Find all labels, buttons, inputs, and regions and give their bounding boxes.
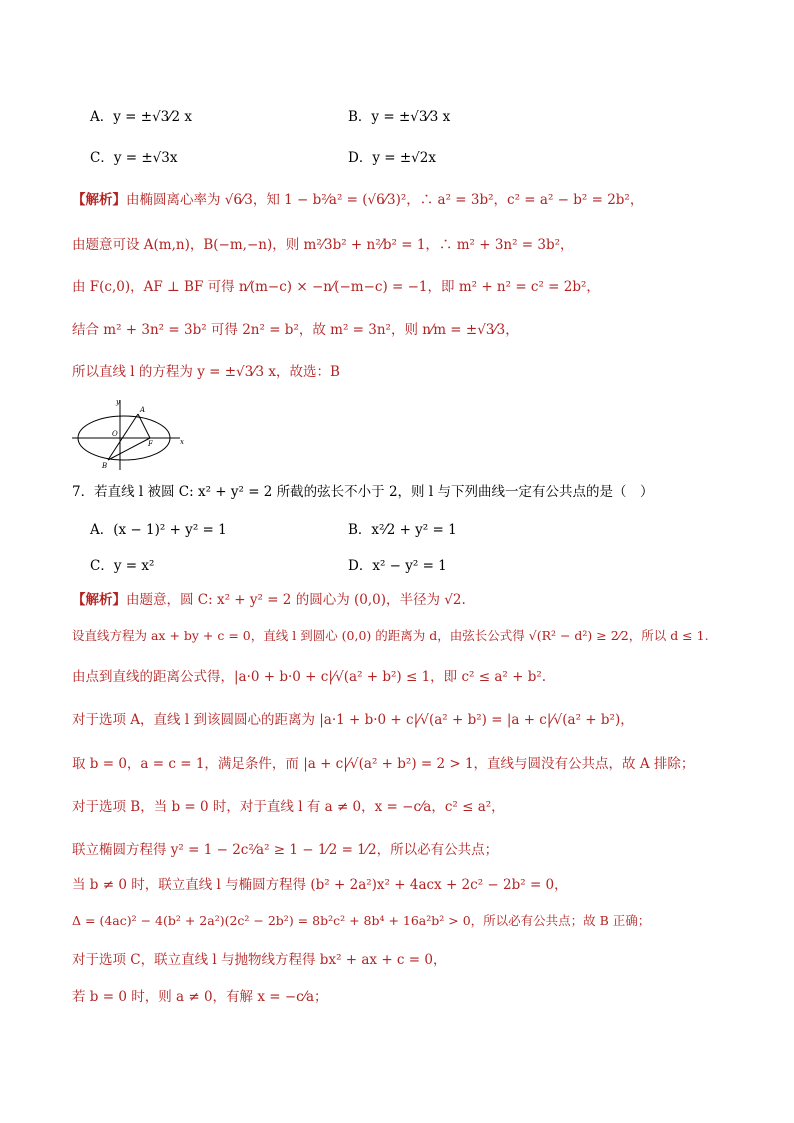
solution-line: 所以直线 l 的方程为 y = ±√3⁄3 x，故选：B bbox=[72, 364, 340, 380]
solution-line: 当 b ≠ 0 时，联立直线 l 与椭圆方程得 (b² + 2a²)x² + 4acx + 2c² − 2b² = 0， bbox=[72, 877, 568, 893]
solution-line: 由 F(c,0)，AF ⊥ BF 可得 n⁄(m−c) × −n⁄(−m−c) = −1，即 m² + n² = c² = 2b²， bbox=[72, 279, 600, 295]
solution-line: 对于选项 A，直线 l 到该圆圆心的距离为 |a·1 + b·0 + c|⁄√(a² + b²) = |a + c|⁄√(a² + b²)， bbox=[72, 712, 634, 728]
solution-line: 若 b = 0 时，则 a ≠ 0，有解 x = −c⁄a； bbox=[72, 989, 328, 1005]
option-a: A．(x − 1)² + y² = 1 bbox=[90, 522, 227, 538]
solution-line: 对于选项 B，当 b = 0 时，对于直线 l 有 a ≠ 0，x = −c⁄a，c² ≤ a²， bbox=[72, 799, 505, 815]
label-x: x bbox=[180, 438, 184, 446]
segment-bf bbox=[108, 438, 150, 460]
option-a: A．y = ±√3⁄2 x bbox=[90, 109, 193, 125]
solution-line: 【解析】由题意，圆 C: x² + y² = 2 的圆心为 (0,0)，半径为 √2. bbox=[72, 592, 466, 608]
ellipse-figure bbox=[68, 398, 188, 473]
solution-line: 结合 m² + 3n² = 3b² 可得 2n² = b²，故 m² = 3n²，则 n⁄m = ±√3⁄3， bbox=[72, 322, 519, 338]
solution-line: 【解析】由椭圆离心率为 √6⁄3，知 1 − b²⁄a² = (√6⁄3)²，∴ a² = 3b²，c² = a² − b² = 2b²， bbox=[72, 192, 644, 208]
label-o: O bbox=[112, 430, 118, 438]
analysis-tag: 【解析】 bbox=[72, 592, 126, 608]
label-b: B bbox=[102, 462, 108, 470]
solution-line: 联立椭圆方程得 y² = 1 − 2c²⁄a² ≥ 1 − 1⁄2 = 1⁄2，所以必有公共点； bbox=[72, 842, 499, 858]
label-a: A bbox=[140, 406, 146, 414]
solution-line: 对于选项 C，联立直线 l 与抛物线方程得 bx² + ax + c = 0， bbox=[72, 952, 447, 968]
option-c: C．y = ±√3x bbox=[90, 150, 178, 166]
solution-line: 设直线方程为 ax + by + c = 0，直线 l 到圆心 (0,0) 的距离为 d，由弦长公式得 √(R² − d²) ≥ 2⁄2，所以 d ≤ 1. bbox=[72, 628, 709, 643]
solution-line: 由点到直线的距离公式得，|a·0 + b·0 + c|⁄√(a² + b²) ≤ 1，即 c² ≤ a² + b². bbox=[72, 669, 547, 685]
option-b: B．y = ±√3⁄3 x bbox=[348, 109, 451, 125]
option-d: D．y = ±√2x bbox=[348, 150, 436, 166]
option-d: D．x² − y² = 1 bbox=[348, 558, 447, 574]
segment-af bbox=[138, 414, 150, 438]
option-c: C．y = x² bbox=[90, 558, 155, 574]
question-7: 7．若直线 l 被圆 C: x² + y² = 2 所截的弦长不小于 2，则 l 与下列曲线一定有公共点的是（ ） bbox=[72, 484, 654, 500]
analysis-tag: 【解析】 bbox=[72, 192, 126, 208]
solution-line: Δ = (4ac)² − 4(b² + 2a²)(2c² − 2b²) = 8b²c² + 8b⁴ + 16a²b² > 0，所以必有公共点；故 B 正确； bbox=[72, 913, 651, 928]
solution-line: 由题意可设 A(m,n)，B(−m,−n)，则 m²⁄3b² + n²⁄b² = 1，∴ m² + 3n² = 3b²， bbox=[72, 237, 574, 253]
label-y: y bbox=[116, 398, 120, 406]
option-b: B．x²⁄2 + y² = 1 bbox=[348, 522, 457, 538]
label-f: F bbox=[148, 440, 153, 448]
solution-line: 取 b = 0，a = c = 1，满足条件，而 |a + c|⁄√(a² + b²) = 2 > 1，直线与圆没有公共点，故 A 排除； bbox=[72, 756, 695, 772]
